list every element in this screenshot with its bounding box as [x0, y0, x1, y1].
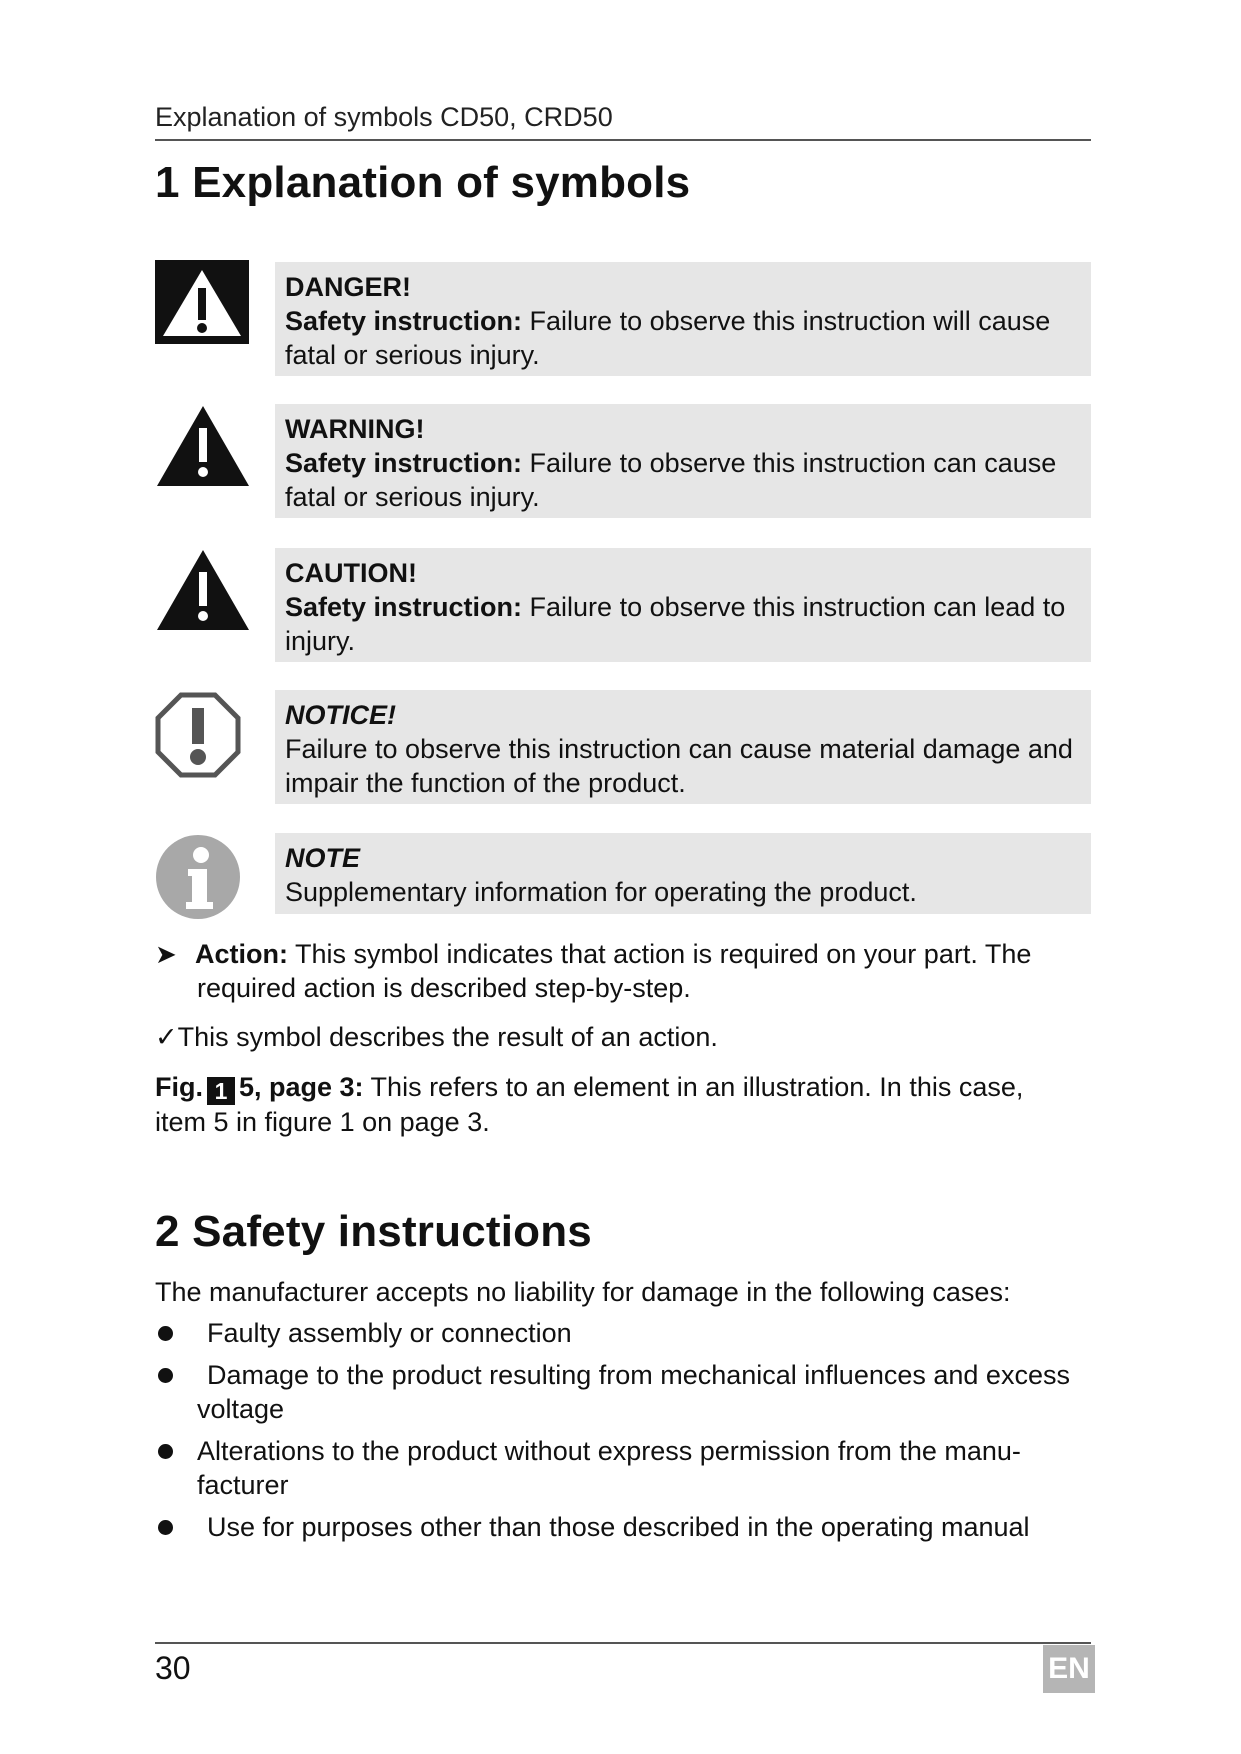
notice-text: Supplementary information for operating the product.	[285, 877, 917, 907]
list-item	[155, 1510, 1095, 1544]
action-lead: Action:	[195, 939, 288, 969]
list-item-text: Use for purposes other than those described in the operating manual	[207, 1512, 1030, 1542]
figure-number-badge: 1	[207, 1077, 235, 1105]
notice-text: Failure to observe this instruction can cause fatal or serious injury.	[285, 448, 1057, 512]
list-item	[155, 1434, 1095, 1502]
info-circle-icon	[155, 834, 241, 925]
notice-caution-box	[275, 548, 1091, 662]
notice-text: Failure to observe this instruction will cause fatal or serious injury.	[285, 306, 1051, 370]
notice-warning-box	[275, 404, 1091, 518]
result-text: This symbol describes the result of an action.	[177, 1022, 718, 1052]
list-item-text: Faulty assembly or connection	[207, 1318, 572, 1348]
action-text-line2: required action is described step-by-step.	[197, 973, 691, 1003]
safety-intro: The manufacturer accepts no liability for damage in the following cases:	[155, 1277, 1011, 1307]
notice-note-box	[275, 833, 1091, 914]
action-arrow-icon: ➤	[155, 939, 177, 969]
check-icon: ✓	[155, 1022, 178, 1052]
notice-lead: Safety instruction:	[285, 306, 523, 336]
notice-label: NOTE	[285, 843, 361, 873]
bullet-icon	[158, 1326, 173, 1341]
list-item	[155, 1358, 1095, 1426]
result-paragraph	[155, 1020, 1095, 1054]
notice-text: Failure to observe this instruction can cause material damage and impair the function of the product.	[285, 734, 1073, 798]
notice-lead: Safety instruction:	[285, 592, 523, 622]
header-divider	[155, 139, 1091, 141]
language-badge: EN	[1043, 1645, 1095, 1693]
notice-label: NOTICE!	[285, 700, 396, 730]
bullet-icon	[158, 1444, 173, 1459]
notice-text: Failure to observe this instruction can lead to injury.	[285, 592, 1066, 656]
notice-lead: Safety instruction:	[285, 448, 523, 478]
footer-divider	[155, 1642, 1091, 1644]
safety-bullet-list	[155, 1316, 1095, 1552]
section-title-explanation-of-symbols: 1 Explanation of symbols	[155, 158, 691, 207]
figure-text: This refers to an element in an illustration. In this case,	[363, 1072, 1024, 1102]
notice-label: WARNING!	[285, 414, 425, 444]
figure-text-line2: item 5 in figure 1 on page 3.	[155, 1107, 490, 1137]
notice-notice-box	[275, 690, 1091, 804]
action-text: This symbol indicates that action is required on your part. The	[287, 939, 1032, 969]
running-header: Explanation of symbols CD50, CRD50	[155, 102, 613, 132]
notice-label: DANGER!	[285, 272, 411, 302]
bullet-icon	[158, 1368, 173, 1383]
section-title-safety-instructions: 2 Safety instructions	[155, 1207, 592, 1256]
figure-reference-paragraph	[155, 1070, 1095, 1139]
page-number: 30	[155, 1650, 191, 1686]
list-item	[155, 1316, 1095, 1350]
caution-triangle-icon	[155, 548, 251, 637]
list-item-text: Damage to the product resulting from mechanical influences and excess voltage	[197, 1360, 1070, 1424]
warning-triangle-icon	[155, 404, 251, 493]
bullet-icon	[158, 1520, 173, 1535]
action-paragraph	[155, 937, 1095, 1005]
list-item-text: Alterations to the product without express permission from the manu-facturer	[197, 1436, 1021, 1500]
figure-lead: Fig.	[155, 1072, 203, 1102]
notice-danger-box	[275, 262, 1091, 376]
danger-triangle-icon	[155, 260, 249, 349]
notice-label: CAUTION!	[285, 558, 417, 588]
notice-octagon-icon	[155, 692, 241, 783]
figure-lead2: 5, page 3:	[239, 1072, 364, 1102]
